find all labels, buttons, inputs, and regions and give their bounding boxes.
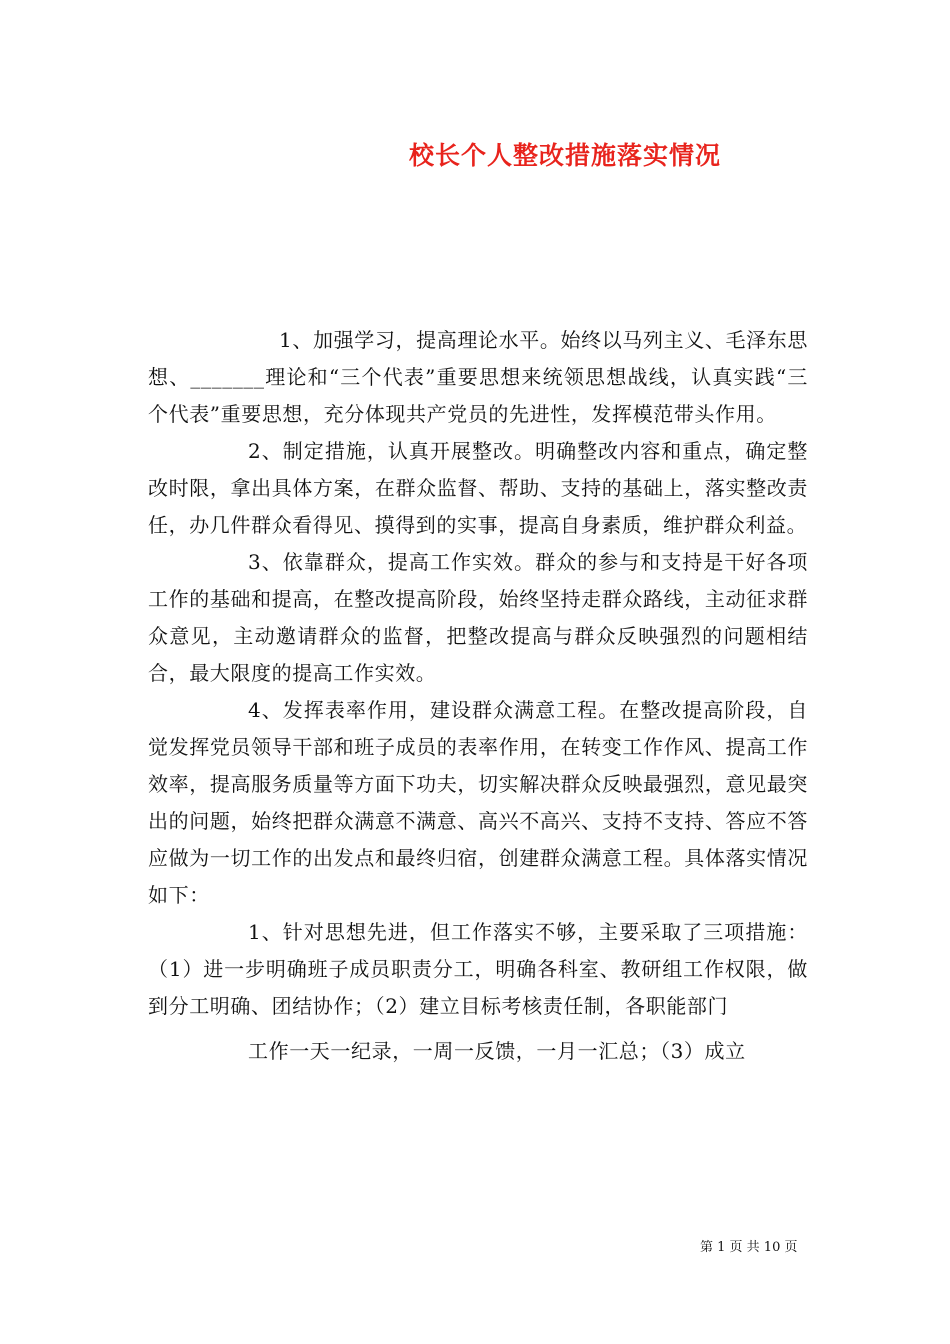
paragraph-5: 1、针对思想先进，但工作落实不够，主要采取了三项措施：（1）进一步明确班子成员职责分工，明确各科室、教研组工作权限，做到分工明确、团结协作；（2）建立目标考核责任制，各职能部门 [148, 920, 808, 1018]
document-body [148, 322, 808, 1070]
document-title: 校长个人整改措施落实情况 [409, 141, 722, 170]
paragraph-6: 工作一天一纪录，一周一反馈，一月一汇总；（3）成立 [248, 1039, 746, 1063]
paragraph-2: 2、制定措施，认真开展整改。明确整改内容和重点，确定整改时限，拿出具体方案，在群众监督、帮助、支持的基础上，落实整改责任，办几件群众看得见、摸得到的实事，提高自身素质，维护群众利益。 [148, 439, 808, 537]
paragraph-1: 1、加强学习，提高理论水平。始终以马列主义、毛泽东思想、_______理论和“三个代表”重要思想来统领思想战线，认真实践“三个代表”重要思想，充分体现共产党员的先进性，发挥模范带头作用。 [148, 328, 808, 426]
paragraph-4: 4、发挥表率作用，建设群众满意工程。在整改提高阶段，自觉发挥党员领导干部和班子成员的表率作用，在转变工作作风、提高工作效率，提高服务质量等方面下功夫，切实解决群众反映最强烈，意见最突出的问题，始终把群众满意不满意、高兴不高兴、支持不支持、答应不答应做为一切工作的出发点和最终归宿，创建群众满意工程。具体落实情况如下： [148, 698, 808, 907]
page-number-footer: 第 1 页 共 10 页 [700, 1240, 798, 1255]
paragraph-3: 3、依靠群众，提高工作实效。群众的参与和支持是干好各项工作的基础和提高，在整改提高阶段，始终坚持走群众路线，主动征求群众意见，主动邀请群众的监督，把整改提高与群众反映强烈的问题相结合，最大限度的提高工作实效。 [148, 550, 808, 685]
